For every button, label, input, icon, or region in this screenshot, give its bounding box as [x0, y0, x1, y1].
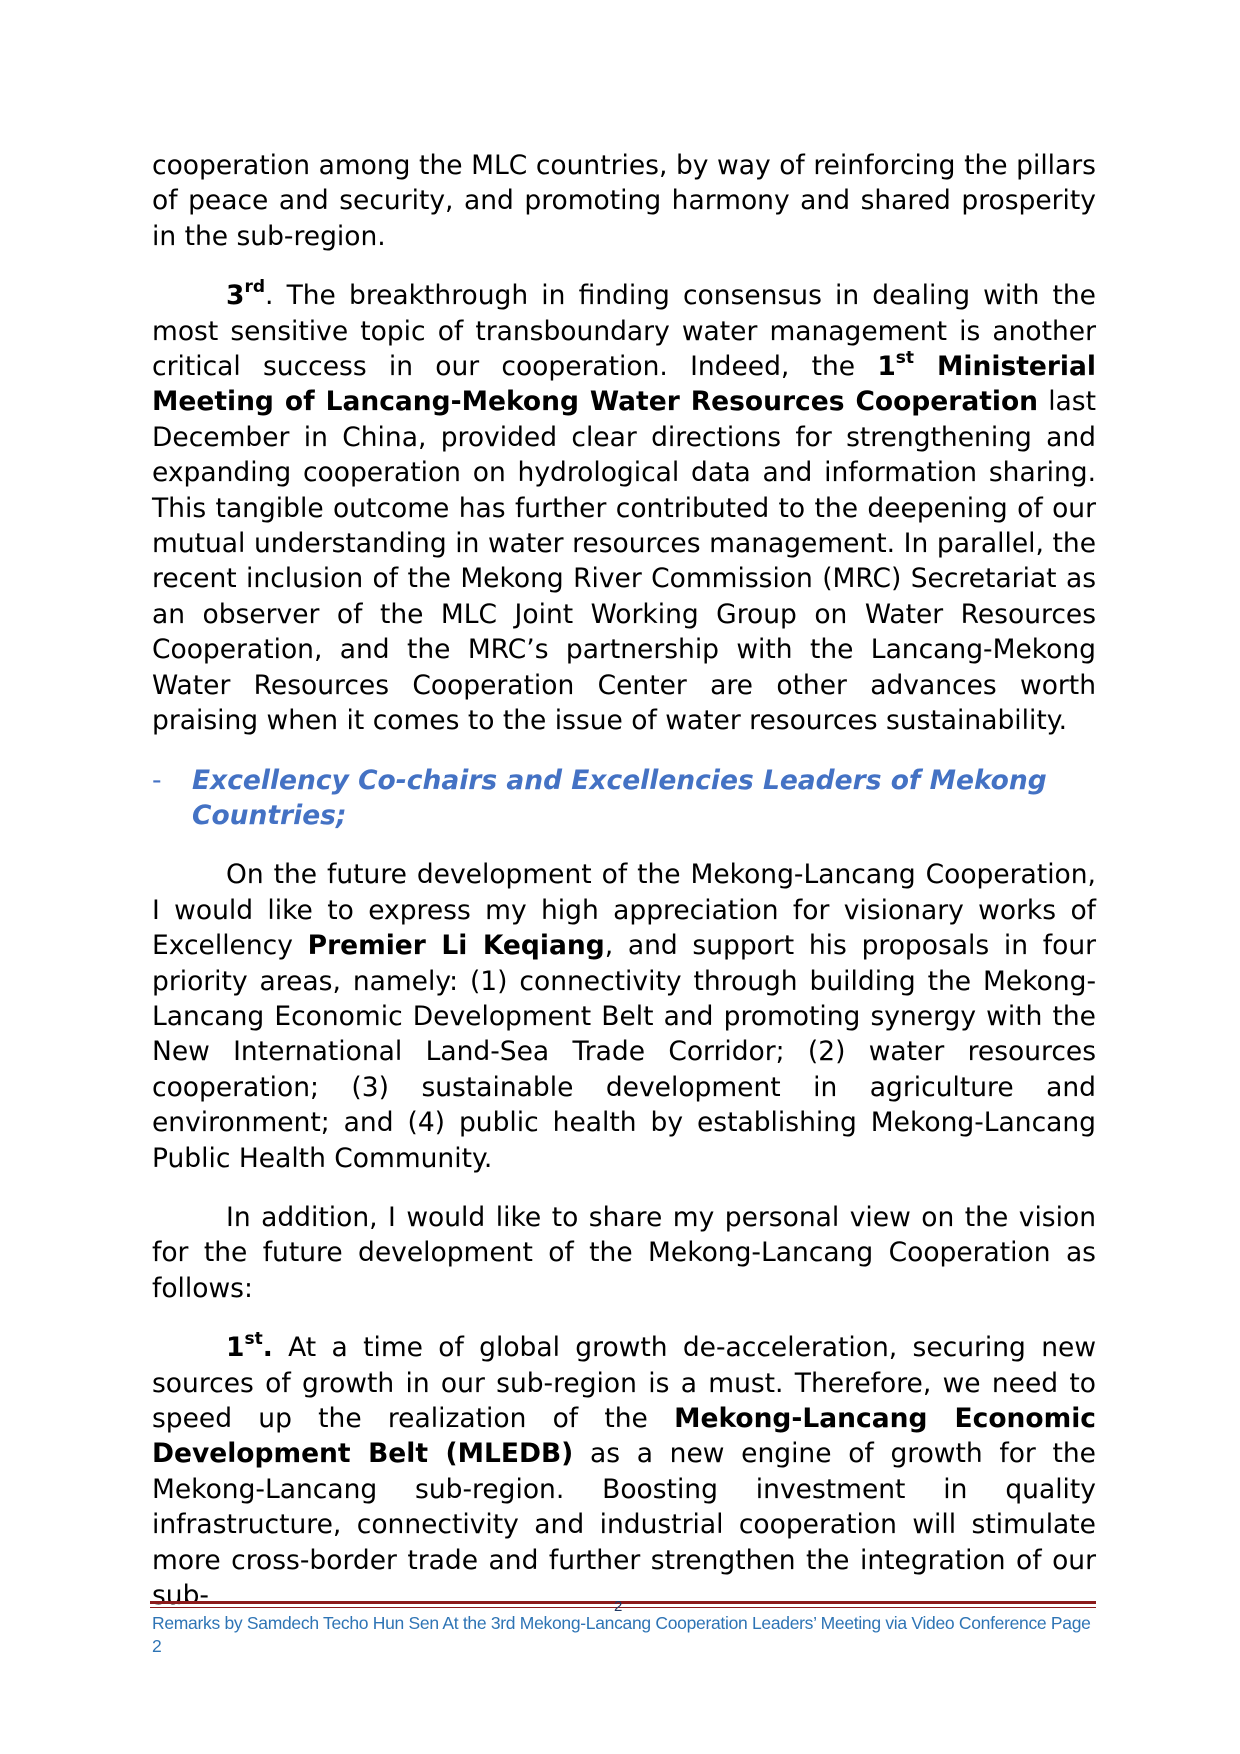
ordinal-suffix: st: [244, 1329, 263, 1350]
bold-number: 1: [877, 351, 896, 383]
bold-mledb-name: Mekong-Lancang Economic Development Belt (MLEDB): [152, 1403, 1096, 1470]
page-number: 2: [614, 1598, 623, 1615]
ordinal-suffix: st: [895, 348, 915, 369]
paragraph-text: On the future development of the Mekong-Lancang Cooperation, I would like to express my high appreciation for visionary works of Excellency: [152, 859, 1096, 962]
ordinal-suffix: rd: [244, 277, 266, 298]
paragraph-future-development: [152, 857, 1096, 1176]
paragraph-text: last December in China, provided clear directions for strengthening and expanding cooperation on hydrological data and information sharing. This tangible outcome has further contributed to the deepening of our mutual understanding in water resources management. In parallel, the recent inclusion of the Mekong River Commission (MRC) Secretariat as an observer of the MLC Joint Working Group on Water Resources Cooperation, and the MRC’s partnership with the Lancang-Mekong Water Resources Cooperation Center are other advances worth praising when it comes to the issue of water resources sustainability.: [152, 386, 1096, 737]
footer-text: Remarks by Samdech Techo Hun Sen At the 3rd Mekong-Lancang Cooperation Leaders’ Meeting via Video Conference Page 2: [152, 1613, 1091, 1656]
bold-meeting-name: Ministerial Meeting of Lancang-Mekong Water Resources Cooperation: [152, 351, 1096, 418]
paragraph-third-point: [152, 278, 1096, 738]
footer-divider-thick: [150, 1601, 1096, 1604]
paragraph-first-point: [152, 1330, 1096, 1613]
paragraph-continuation: cooperation among the MLC countries, by way of reinforcing the pillars of peace and security, and promoting harmony and shared prosperity in the sub-region.: [152, 150, 1096, 252]
salutation-text: Excellency Co-chairs and Excellencies Leaders of Mekong Countries;: [192, 764, 1047, 831]
paragraph-text: , and support his proposals in four priority areas, namely: (1) connectivity through building the Mekong-Lancang Economic Development Belt and promoting synergy with the New International Land-Sea Trade Corridor; (2) water resources cooperation; (3) sustainable development in agriculture and environment; and (4) public health by establishing Mekong-Lancang Public Health Community.: [152, 930, 1097, 1174]
bold-premier-name: Premier Li Keqiang: [307, 930, 605, 962]
bullet-dash: -: [152, 764, 162, 796]
point-dot: .: [262, 1332, 273, 1364]
footer-divider-thin: [150, 1607, 1096, 1608]
paragraph-text: as a new engine of growth for the Mekong-Lancang sub-region. Boosting investment in quality infrastructure, connectivity and industrial cooperation will stimulate more cross-border trade and further strengthen the integration of our sub-: [152, 1438, 1096, 1612]
page-body: [152, 148, 1096, 1613]
paragraph-text: At a time of global growth de-acceleration, securing new sources of growth in our sub-region is a must. Therefore, we need to speed up the realization of the: [152, 1332, 1096, 1434]
point-number: 3: [226, 280, 245, 312]
paragraph-text: . The breakthrough in finding consensus in dealing with the most sensitive topic of transboundary water management is another critical success in our cooperation. Indeed, the: [152, 280, 1096, 383]
paragraph-personal-view: In addition, I would like to share my personal view on the vision for the future development of the Mekong-Lancang Cooperation as follows:: [152, 1201, 1096, 1304]
point-number: 1: [226, 1332, 245, 1364]
salutation-heading: [152, 763, 1096, 834]
